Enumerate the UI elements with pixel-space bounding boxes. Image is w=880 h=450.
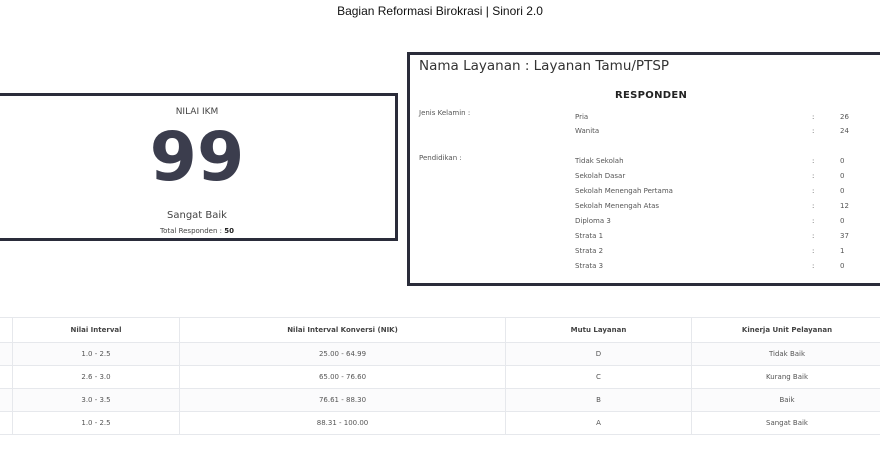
table-cell bbox=[0, 412, 13, 435]
column-header bbox=[0, 318, 13, 343]
table-cell: 3.0 - 3.5 bbox=[13, 389, 180, 412]
education-row-count: 12 bbox=[840, 202, 849, 210]
table-cell: 1.0 - 2.5 bbox=[13, 412, 180, 435]
education-row-count: 0 bbox=[840, 262, 845, 270]
education-row-colon: : bbox=[812, 202, 815, 210]
table-cell: Baik bbox=[692, 389, 880, 412]
column-header: Nilai Interval Konversi (NIK) bbox=[180, 318, 506, 343]
education-row-label: Strata 3 bbox=[575, 262, 604, 270]
education-row-label: Strata 2 bbox=[575, 247, 604, 255]
education-row-count: 37 bbox=[840, 232, 849, 240]
table-cell: 76.61 - 88.30 bbox=[180, 389, 506, 412]
education-row-count: 0 bbox=[840, 172, 845, 180]
education-row-count: 1 bbox=[840, 247, 845, 255]
education-row-count: 0 bbox=[840, 187, 845, 195]
respondent-card bbox=[407, 52, 880, 286]
ikm-card bbox=[0, 93, 398, 241]
table-row bbox=[0, 412, 880, 435]
table-header-row bbox=[0, 318, 880, 343]
gender-row-colon: : bbox=[812, 113, 815, 121]
respondent-heading: RESPONDEN bbox=[615, 90, 688, 101]
gender-row-count: 26 bbox=[840, 113, 849, 121]
page-title: Bagian Reformasi Birokrasi | Sinori 2.0 bbox=[337, 4, 543, 18]
education-row-label: Strata 1 bbox=[575, 232, 604, 240]
table-cell: Kurang Baik bbox=[692, 366, 880, 389]
table-row bbox=[0, 366, 880, 389]
education-row-count: 0 bbox=[840, 157, 845, 165]
table-cell: C bbox=[506, 366, 692, 389]
column-header: Nilai Interval bbox=[13, 318, 180, 343]
table-cell: 88.31 - 100.00 bbox=[180, 412, 506, 435]
ikm-total-value: 50 bbox=[224, 227, 234, 235]
service-title: Nama Layanan : Layanan Tamu/PTSP bbox=[419, 58, 670, 74]
column-header: Kinerja Unit Pelayanan bbox=[692, 318, 880, 343]
table-cell: Tidak Baik bbox=[692, 343, 880, 366]
education-row-label: Sekolah Menengah Atas bbox=[575, 202, 659, 210]
table-cell: A bbox=[506, 412, 692, 435]
ikm-grade: Sangat Baik bbox=[167, 210, 227, 221]
education-row-colon: : bbox=[812, 157, 815, 165]
ikm-value: 99 bbox=[149, 118, 245, 197]
gender-group-label: Jenis Kelamin : bbox=[419, 109, 471, 117]
gender-row-label: Pria bbox=[575, 113, 589, 121]
table-cell: 25.00 - 64.99 bbox=[180, 343, 506, 366]
table-cell: 2.6 - 3.0 bbox=[13, 366, 180, 389]
table-row bbox=[0, 343, 880, 366]
education-group-label: Pendidikan : bbox=[419, 154, 462, 162]
education-row-label: Tidak Sekolah bbox=[575, 157, 624, 165]
interval-table bbox=[0, 317, 880, 435]
education-row-label: Diploma 3 bbox=[575, 217, 611, 225]
education-row-label: Sekolah Menengah Pertama bbox=[575, 187, 673, 195]
table-cell bbox=[0, 343, 13, 366]
table-row bbox=[0, 389, 880, 412]
gender-row-label: Wanita bbox=[575, 127, 600, 135]
table-cell: 1.0 - 2.5 bbox=[13, 343, 180, 366]
ikm-total-label: Total Responden : bbox=[160, 227, 223, 235]
table-cell: D bbox=[506, 343, 692, 366]
education-row-colon: : bbox=[812, 247, 815, 255]
ikm-total bbox=[0, 227, 395, 235]
gender-row-count: 24 bbox=[840, 127, 849, 135]
column-header: Mutu Layanan bbox=[506, 318, 692, 343]
table-cell: Sangat Baik bbox=[692, 412, 880, 435]
table-cell: B bbox=[506, 389, 692, 412]
ikm-label: NILAI IKM bbox=[175, 107, 219, 117]
table-cell bbox=[0, 389, 13, 412]
education-row-label: Sekolah Dasar bbox=[575, 172, 626, 180]
education-row-colon: : bbox=[812, 217, 815, 225]
gender-row-colon: : bbox=[812, 127, 815, 135]
education-row-count: 0 bbox=[840, 217, 845, 225]
interval-table-container bbox=[0, 317, 880, 435]
education-row-colon: : bbox=[812, 262, 815, 270]
education-row-colon: : bbox=[812, 172, 815, 180]
table-cell bbox=[0, 366, 13, 389]
education-row-colon: : bbox=[812, 232, 815, 240]
table-cell: 65.00 - 76.60 bbox=[180, 366, 506, 389]
education-row-colon: : bbox=[812, 187, 815, 195]
